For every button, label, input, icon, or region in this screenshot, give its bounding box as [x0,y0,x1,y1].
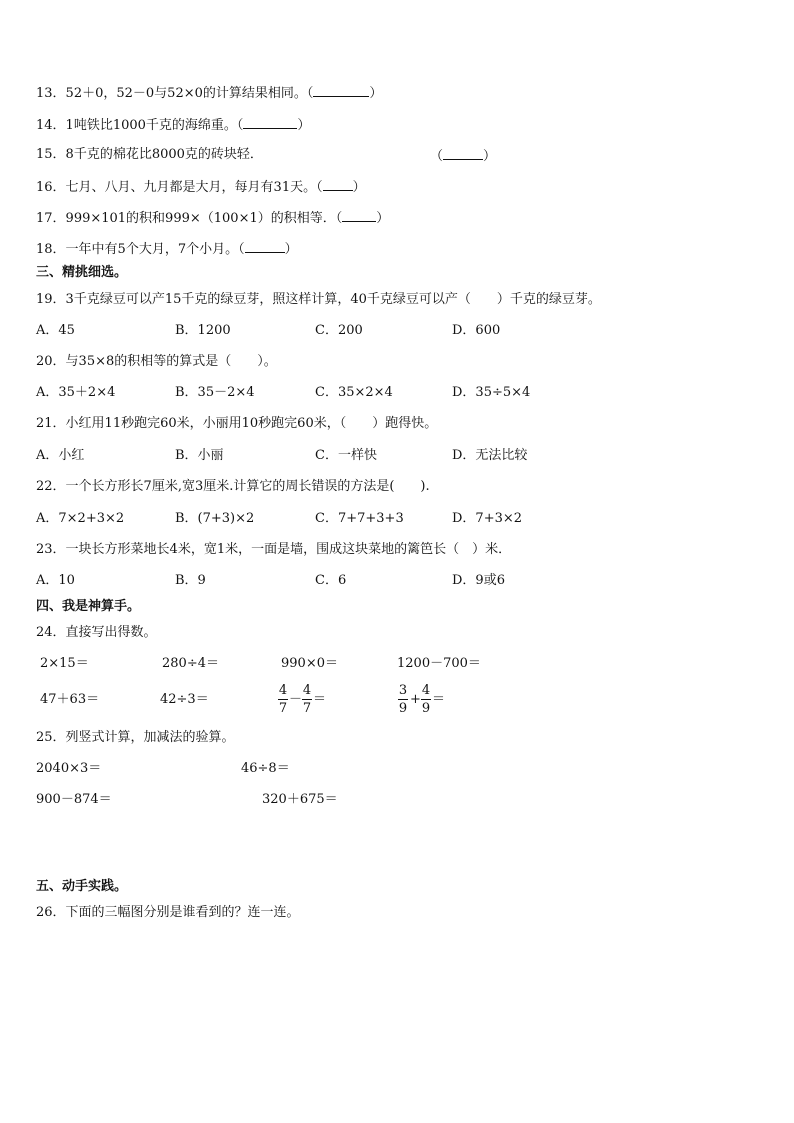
option-c[interactable]: C．200 [315,323,363,338]
question-17 [36,209,389,227]
fraction-operator: + [410,692,421,707]
calc-item: 280÷4＝ [162,656,219,671]
fraction-4-7-a: 4 7 [278,683,288,716]
question-25: 25．列竖式计算，加减法的验算。 [36,730,235,745]
bracket-close: ） [352,180,366,195]
question-15-answer [430,147,496,165]
question-24: 24．直接写出得数。 [36,625,157,640]
option-c[interactable]: C．7+7+3+3 [315,511,404,526]
question-14 [36,116,310,134]
vertical-calc-item: 900－874＝ [36,792,112,807]
calc-item: 2×15＝ [40,656,89,671]
section-heading-4: 四、我是神算手。 [36,599,141,614]
option-d[interactable]: D．9或6 [452,573,505,588]
option-c[interactable]: C．一样快 [315,448,377,463]
fraction-operator: － [289,692,303,707]
answer-blank[interactable] [323,178,353,191]
option-a[interactable]: A．45 [36,323,75,338]
bracket-close: ） [483,149,497,164]
vertical-calc-item: 2040×3＝ [36,761,102,776]
question-23: 23．一块长方形菜地长4米，宽1米，一面是墙，围成这块菜地的篱笆长（ ）米． [36,542,512,557]
option-a[interactable]: A．7×2+3×2 [36,511,125,526]
question-text: 15．8千克的棉花比8000克的砖块轻． [36,147,263,162]
equals-sign: ＝ [313,692,327,707]
option-d[interactable]: D．35÷5×4 [452,385,531,400]
section-heading-5: 五、动手实践。 [36,879,128,894]
answer-blank[interactable] [245,240,285,253]
answer-blank[interactable] [443,147,483,160]
answer-blank[interactable] [342,209,376,222]
fraction-3-9: 3 9 [398,683,408,716]
question-22: 22．一个长方形长7厘米,宽3厘米.计算它的周长错误的方法是( ). [36,479,430,494]
option-b[interactable]: B．9 [175,573,206,588]
answer-blank[interactable] [243,116,297,129]
option-a[interactable]: A．10 [36,573,75,588]
option-d[interactable]: D．7+3×2 [452,511,523,526]
question-text: 18．一年中有5个大月，7个小月。（ [36,242,245,257]
question-21: 21．小红用11秒跑完60米，小丽用10秒跑完60米，（ ）跑得快。 [36,416,438,431]
bracket-close: ） [369,86,383,101]
question-text: 16．七月、八月、九月都是大月，每月有31天。（ [36,180,323,195]
option-c[interactable]: C．35×2×4 [315,385,393,400]
question-text: 13．52＋0，52－0与52×0的计算结果相同。（ [36,86,314,101]
option-b[interactable]: B．小丽 [175,448,224,463]
option-c[interactable]: C．6 [315,573,347,588]
question-text: 14．1吨铁比1000千克的海绵重。（ [36,118,244,133]
fraction-4-7-b: 4 7 [302,683,312,716]
question-26: 26．下面的三幅图分别是谁看到的？连一连。 [36,905,300,920]
option-b[interactable]: B．1200 [175,323,231,338]
question-13 [36,84,382,102]
question-19: 19．3千克绿豆可以产15千克的绿豆芽，照这样计算，40千克绿豆可以产（ ）千克的绿豆芽。 [36,292,601,307]
vertical-calc-item: 320＋675＝ [262,792,338,807]
fraction-4-9: 4 9 [421,683,431,716]
calc-item: 1200－700＝ [397,656,481,671]
question-16 [36,178,366,196]
equals-sign: ＝ [432,692,446,707]
option-b[interactable]: B．35－2×4 [175,385,255,400]
section-heading-3: 三、精挑细选。 [36,265,128,280]
question-18 [36,240,298,258]
option-d[interactable]: D．无法比较 [452,448,528,463]
question-15 [36,147,263,163]
option-d[interactable]: D．600 [452,323,501,338]
vertical-calc-item: 46÷8＝ [241,761,290,776]
answer-blank[interactable] [313,84,369,97]
option-b[interactable]: B．(7+3)×2 [175,511,255,526]
calc-item: 990×0＝ [281,656,338,671]
calc-item: 42÷3＝ [160,692,209,707]
question-text: 17．999×101的积和999×（100×1）的积相等．（ [36,211,343,226]
calc-item: 47＋63＝ [40,692,100,707]
bracket-close: ） [297,118,311,133]
question-20: 20．与35×8的积相等的算式是（ ）。 [36,354,277,369]
option-a[interactable]: A．35＋2×4 [36,385,116,400]
bracket-close: ） [376,211,390,226]
option-a[interactable]: A．小红 [36,448,85,463]
bracket-close: ） [284,242,298,257]
bracket-open: （ [430,149,444,164]
